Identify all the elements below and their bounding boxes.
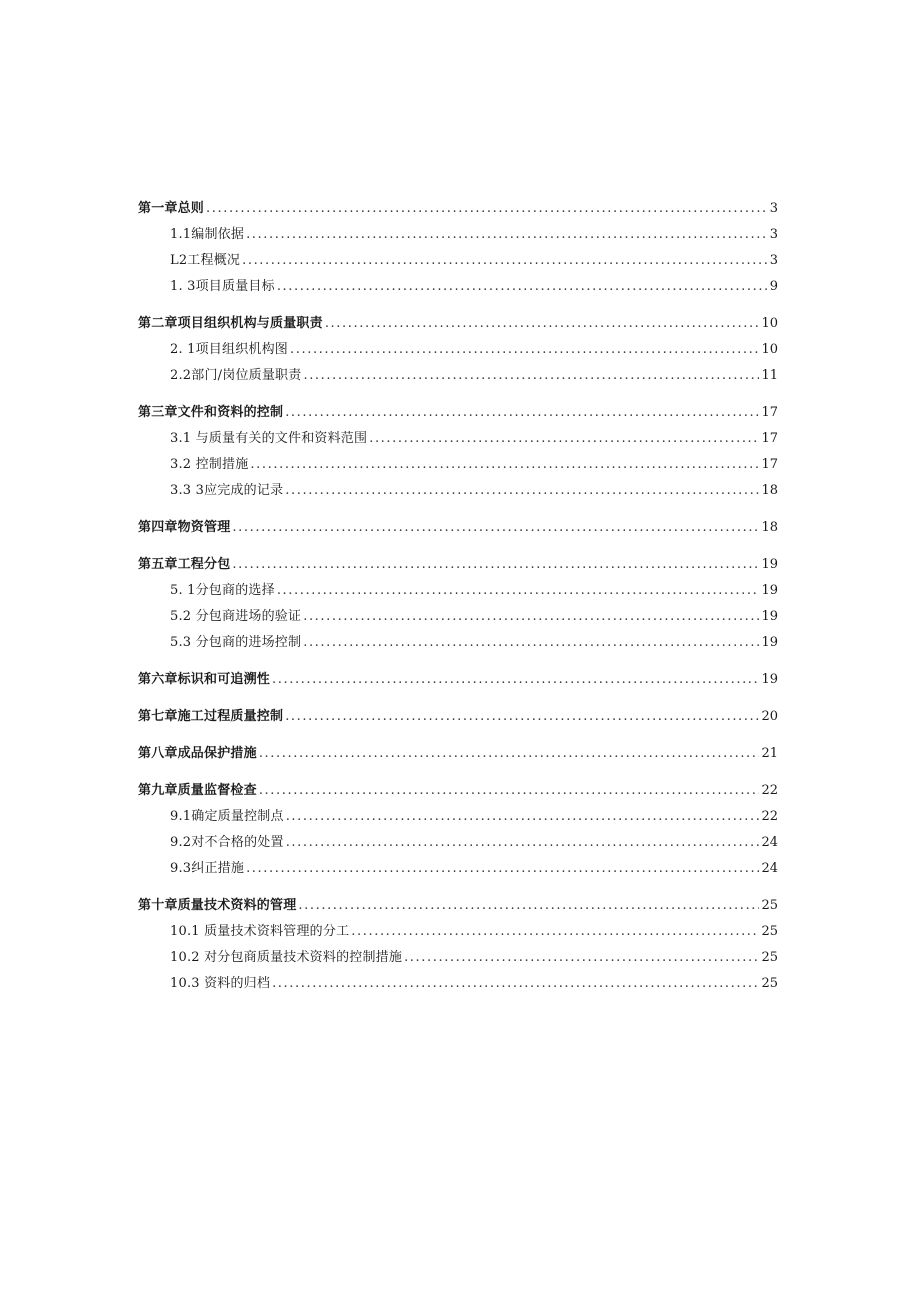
toc-chapter-8[interactable] — [138, 741, 778, 767]
toc-page-number: 19 — [761, 557, 778, 572]
toc-entry-title: 第七章施工过程质量控制 — [138, 709, 284, 724]
toc-chapter-6[interactable] — [138, 667, 778, 693]
toc-entry-title: 3.3 3应完成的记录 — [170, 483, 284, 498]
toc-entry-title: 9.1确定质量控制点 — [170, 809, 284, 824]
toc-section-2-2[interactable] — [138, 363, 778, 389]
toc-page-number: 25 — [761, 950, 778, 965]
dot-leader — [404, 945, 759, 971]
toc-page-number: 22 — [761, 809, 778, 824]
toc-page-number: 25 — [761, 924, 778, 939]
toc-entry-title: 5. 1分包商的选择 — [170, 583, 275, 598]
toc-page-number: 9 — [769, 279, 778, 294]
toc-page-number: 17 — [761, 431, 778, 446]
toc-page-number: 21 — [761, 746, 778, 761]
toc-page-number: 10 — [761, 342, 778, 357]
toc-chapter-3[interactable] — [138, 400, 778, 426]
toc-entry-title: 10.2 对分包商质量技术资料的控制措施 — [170, 950, 403, 965]
toc-page-number: 17 — [761, 405, 778, 420]
dot-leader — [277, 578, 760, 604]
toc-section-9-1[interactable] — [138, 804, 778, 830]
toc-section-2-1[interactable] — [138, 337, 778, 363]
toc-entry-title: L2工程概况 — [170, 253, 241, 268]
toc-section-9-3[interactable] — [138, 856, 778, 882]
dot-leader — [232, 552, 759, 578]
dot-leader — [272, 971, 759, 997]
toc-entry-title: 10.1 质量技术资料管理的分工 — [170, 924, 350, 939]
dot-leader — [242, 248, 768, 274]
toc-page-number: 11 — [761, 368, 778, 383]
dot-leader — [259, 741, 760, 767]
toc-chapter-9[interactable] — [138, 778, 778, 804]
toc-section-5-3[interactable] — [138, 630, 778, 656]
dot-leader — [285, 400, 759, 426]
toc-section-5-2[interactable] — [138, 604, 778, 630]
toc-entry-title: 2.2部门/岗位质量职责 — [170, 368, 302, 383]
dot-leader — [286, 804, 760, 830]
toc-entry-title: 第一章总则 — [138, 201, 205, 216]
dot-leader — [259, 778, 760, 804]
dot-leader — [246, 222, 768, 248]
toc-page-number: 17 — [761, 457, 778, 472]
toc-entry-title: 第二章项目组织机构与质量职责 — [138, 316, 323, 331]
toc-section-1-2[interactable] — [138, 248, 778, 274]
dot-leader — [286, 830, 760, 856]
toc-entry-title: 5.2 分包商进场的验证 — [170, 609, 302, 624]
toc-entry-title: 第六章标识和可追溯性 — [138, 672, 271, 687]
table-of-contents — [138, 196, 778, 997]
toc-chapter-10[interactable] — [138, 893, 778, 919]
toc-chapter-7[interactable] — [138, 704, 778, 730]
dot-leader — [325, 311, 760, 337]
toc-page-number: 19 — [761, 672, 778, 687]
dot-leader — [272, 667, 759, 693]
toc-entry-title: 9.3纠正措施 — [170, 861, 245, 876]
toc-entry-title: 3.1 与质量有关的文件和资料范围 — [170, 431, 368, 446]
toc-page-number: 20 — [761, 709, 778, 724]
dot-leader — [303, 363, 759, 389]
toc-entry-title: 第五章工程分包 — [138, 557, 231, 572]
toc-section-3-2[interactable] — [138, 452, 778, 478]
dot-leader — [277, 274, 768, 300]
toc-section-10-1[interactable] — [138, 919, 778, 945]
toc-section-5-1[interactable] — [138, 578, 778, 604]
toc-page-number: 3 — [769, 227, 778, 242]
toc-chapter-4[interactable] — [138, 515, 778, 541]
toc-page-number: 25 — [761, 976, 778, 991]
dot-leader — [303, 630, 759, 656]
toc-section-3-3[interactable] — [138, 478, 778, 504]
toc-page-number: 18 — [761, 483, 778, 498]
dot-leader — [351, 919, 759, 945]
toc-entry-title: 第九章质量监督检查 — [138, 783, 257, 798]
dot-leader — [285, 478, 759, 504]
dot-leader — [250, 452, 759, 478]
toc-page-number: 19 — [761, 583, 778, 598]
toc-section-3-1[interactable] — [138, 426, 778, 452]
toc-section-9-2[interactable] — [138, 830, 778, 856]
dot-leader — [232, 515, 759, 541]
toc-page-number: 3 — [769, 201, 778, 216]
toc-entry-title: 第三章文件和资料的控制 — [138, 405, 284, 420]
toc-page-number: 19 — [761, 635, 778, 650]
toc-entry-title: 5.3 分包商的进场控制 — [170, 635, 302, 650]
toc-entry-title: 1. 3项目质量目标 — [170, 279, 275, 294]
toc-entry-title: 2. 1项目组织机构图 — [170, 342, 289, 357]
toc-entry-title: 10.3 资料的归档 — [170, 976, 271, 991]
dot-leader — [285, 704, 759, 730]
toc-page-number: 3 — [769, 253, 778, 268]
toc-entry-title: 第十章质量技术资料的管理 — [138, 898, 297, 913]
toc-page-number: 22 — [761, 783, 778, 798]
toc-chapter-5[interactable] — [138, 552, 778, 578]
dot-leader — [206, 196, 768, 222]
toc-chapter-1[interactable] — [138, 196, 778, 222]
toc-entry-title: 3.2 控制措施 — [170, 457, 249, 472]
toc-entry-title: 第四章物资管理 — [138, 520, 231, 535]
dot-leader — [246, 856, 759, 882]
dot-leader — [298, 893, 759, 919]
dot-leader — [290, 337, 759, 363]
toc-section-10-2[interactable] — [138, 945, 778, 971]
toc-entry-title: 1.1编制依据 — [170, 227, 245, 242]
toc-section-10-3[interactable] — [138, 971, 778, 997]
toc-section-1-3[interactable] — [138, 274, 778, 300]
toc-page-number: 18 — [761, 520, 778, 535]
toc-chapter-2[interactable] — [138, 311, 778, 337]
toc-entry-title: 9.2对不合格的处置 — [170, 835, 284, 850]
toc-page-number: 25 — [761, 898, 778, 913]
toc-page-number: 10 — [761, 316, 778, 331]
toc-page-number: 24 — [761, 861, 778, 876]
toc-page-number: 24 — [761, 835, 778, 850]
toc-page-number: 19 — [761, 609, 778, 624]
dot-leader — [303, 604, 759, 630]
dot-leader — [369, 426, 759, 452]
toc-entry-title: 第八章成品保护措施 — [138, 746, 257, 761]
toc-section-1-1[interactable] — [138, 222, 778, 248]
